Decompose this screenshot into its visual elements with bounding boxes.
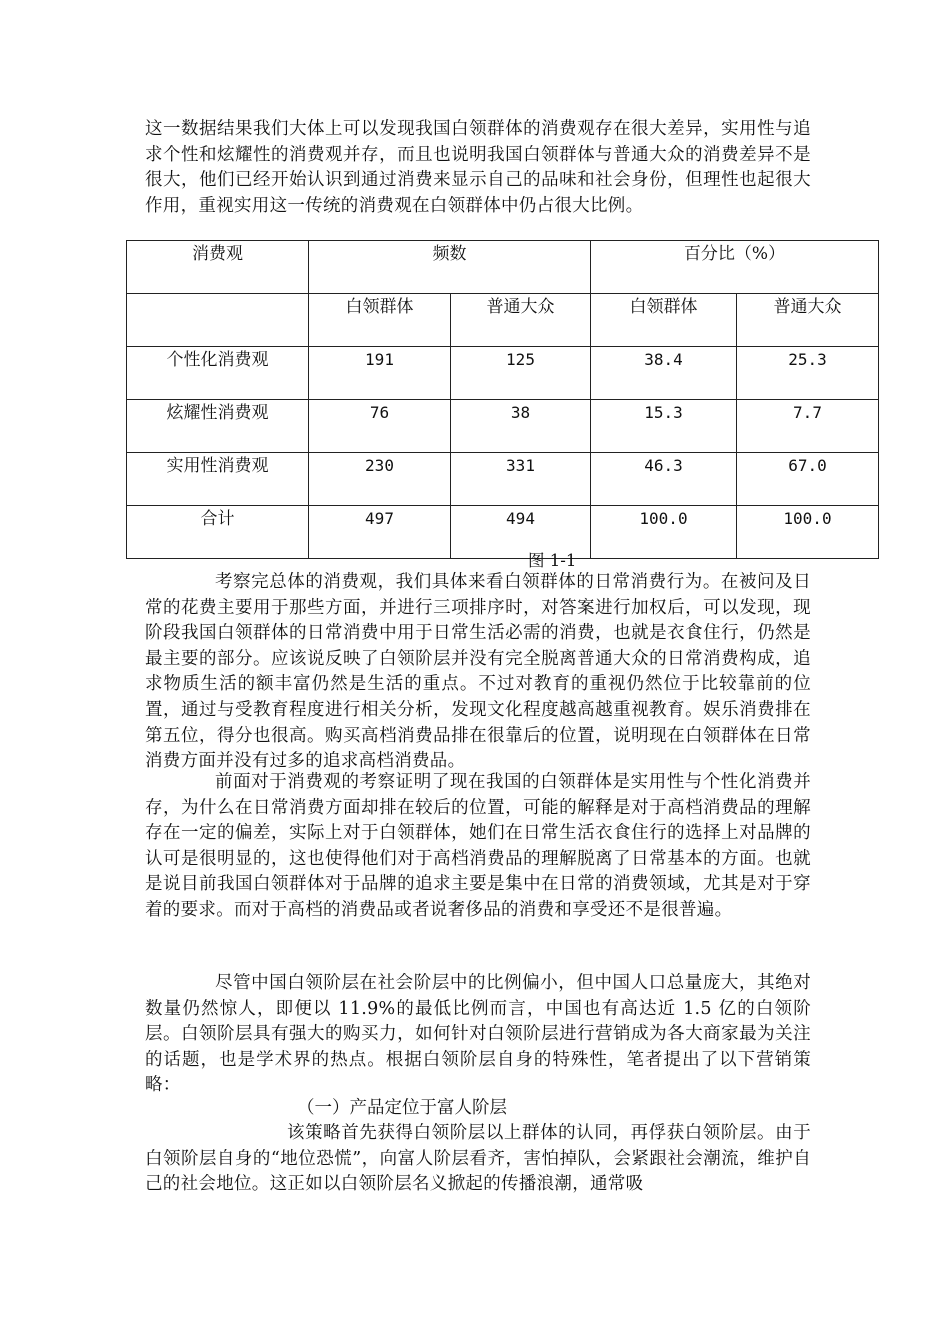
cell-value: 100.0 [737,506,879,559]
body-paragraph-5: 该策略首先获得白领阶层以上群体的认同，再俘获白领阶层。由于白领阶层自身的“地位恐慌”，向富人阶层看齐，害怕掉队，会紧跟社会潮流，维护自己的社会地位。这正如以白领阶层名义掀起的传播浪潮，通常吸 [145,1123,811,1195]
header-consumption-view: 消费观 [127,241,309,294]
table-row [127,347,879,400]
cell-value: 191 [309,347,451,400]
body-paragraph-4: 尽管中国白领阶层在社会阶层中的比例偏小，但中国人口总量庞大，其绝对数量仍然惊人，即便以 11.9%的最低比例而言，中国也有高达近 1.5 亿的白领阶层。白领阶层具有强大的购买力，如何针对白领阶层进行营销成为各大商家最为关注的话题，也是学术界的热点。根据白领阶层自身的特殊性，笔者提出了以下营销策略： [145,973,811,1096]
cell-value: 46.3 [591,453,737,506]
cell-value: 7.7 [737,400,879,453]
body-paragraph-3: 前面对于消费观的考察证明了现在我国的白领群体是实用性与个性化消费并存，为什么在日常消费方面却排在较后的位置，可能的解释是对于高档消费品的理解存在一定的偏差，实际上对于白领群体，她们在日常生活衣食住行的选择上对品牌的认可是很明显的，这也使得他们对于高档消费品的理解脱离了日常基本的方面。也就是说目前我国白领群体对于品牌的追求主要是集中在日常的消费领域，尤其是对于穿着的要求。而对于高档的消费品或者说奢侈品的消费和享受还不是很普遍。 [145,772,811,920]
row-label: 实用性消费观 [127,453,309,506]
header-frequency: 频数 [309,241,591,294]
section-heading: （一）产品定位于富人阶层 [297,1098,507,1118]
cell-value: 497 [309,506,451,559]
cell-value: 15.3 [591,400,737,453]
cell-value: 38.4 [591,347,737,400]
subheader-white-collar-pct: 白领群体 [591,294,737,347]
subheader-public-pct: 普通大众 [737,294,879,347]
table-subheader-row [127,294,879,347]
subheader-white-collar-freq: 白领群体 [309,294,451,347]
body-paragraph-2: 考察完总体的消费观，我们具体来看白领群体的日常消费行为。在被问及日常的花费主要用于那些方面，并进行三项排序时，对答案进行加权后，可以发现，现阶段我国白领群体的日常消费中用于日常生活必需的消费，也就是衣食住行，仍然是最主要的部分。应该说反映了白领阶层并没有完全脱离普通大众的日常消费构成，追求物质生活的额丰富仍然是生活的重点。不过对教育的重视仍然位于比较靠前的位置，通过与受教育程度进行相关分析，发现文化程度越高越重视教育。娱乐消费排在第五位，得分也很高。购买高档消费品排在很靠后的位置，说明现在白领群体在日常消费方面并没有过多的追求高档消费品。 [145,572,811,772]
cell-value: 100.0 [591,506,737,559]
intro-paragraph: 这一数据结果我们大体上可以发现我国白领群体的消费观存在很大差异，实用性与追求个性和炫耀性的消费观并存，而且也说明我国白领群体与普通大众的消费差异不是很大，他们已经开始认识到通过消费来显示自己的品味和社会身份，但理性也起很大作用，重视实用这一传统的消费观在白领群体中仍占很大比例。 [145,119,811,216]
row-label: 个性化消费观 [127,347,309,400]
subheader-public-freq: 普通大众 [451,294,591,347]
subheader-empty [127,294,309,347]
cell-value: 38 [451,400,591,453]
row-label: 炫耀性消费观 [127,400,309,453]
cell-value: 25.3 [737,347,879,400]
table-row-total [127,506,879,559]
cell-value: 494 [451,506,591,559]
cell-value: 76 [309,400,451,453]
cell-value: 125 [451,347,591,400]
table-row [127,400,879,453]
table-header-row [127,241,879,294]
cell-value: 67.0 [737,453,879,506]
figure-caption: 图 1-1 [528,551,577,570]
cell-value: 230 [309,453,451,506]
table-row [127,453,879,506]
header-percentage: 百分比（%） [591,241,879,294]
cell-value: 331 [451,453,591,506]
row-label: 合计 [127,506,309,559]
consumption-table [126,240,879,559]
